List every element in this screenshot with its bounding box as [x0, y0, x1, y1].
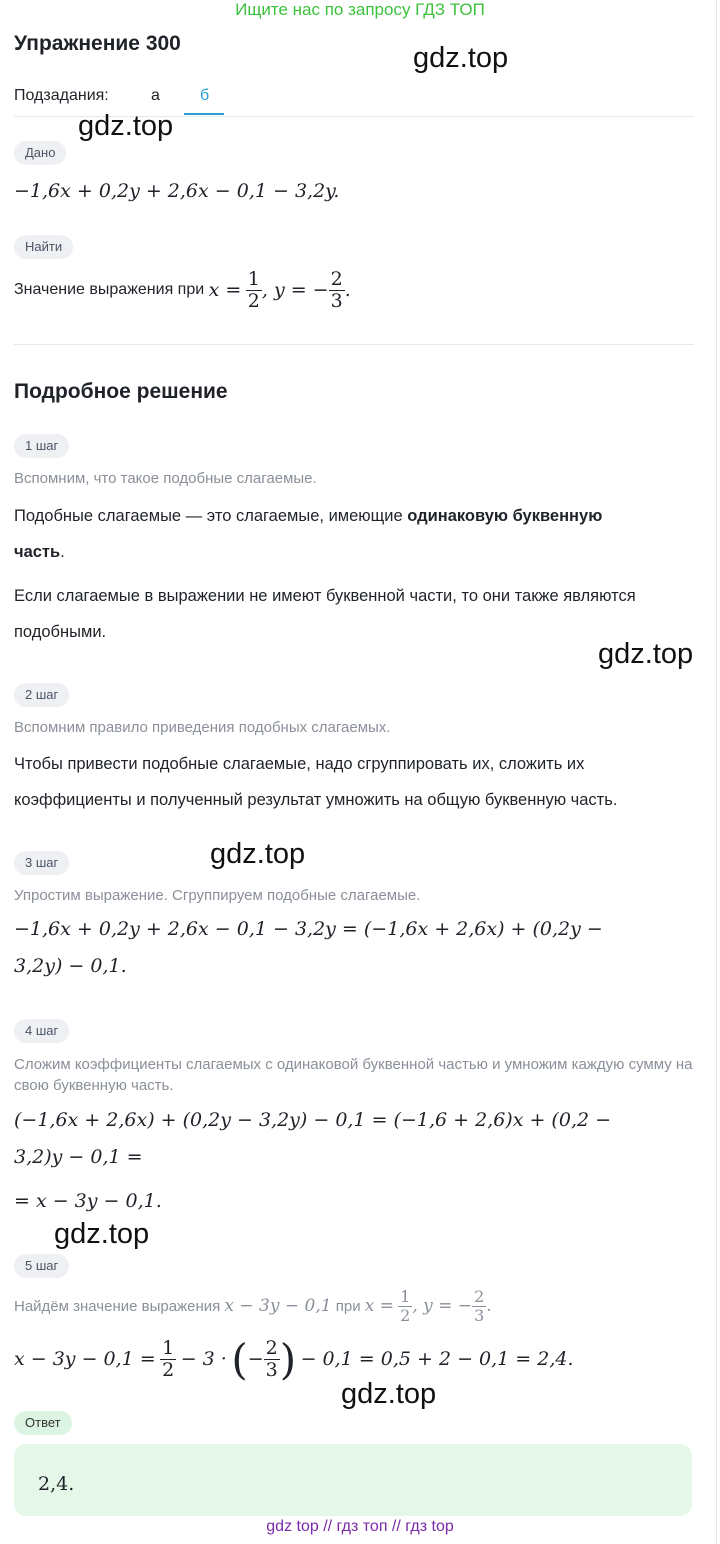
divider [14, 344, 694, 345]
answer-badge: Ответ [14, 1411, 72, 1435]
step-2-rule: Чтобы привести подобные слагаемые, надо сгруппировать их, сложить их коэффициенты и полученный результат умножить на общую буквенную часть. [14, 755, 618, 809]
search-banner[interactable]: Ищите нас по запросу ГДЗ ТОП [235, 0, 485, 19]
step-1-note: Если слагаемые в выражении не имеют буквенной части, то они также являются подобными. [14, 587, 636, 641]
step-4-hint: Сложим коэффициенты слагаемых с одинаковой буквенной частью и умножим каждую сумму на свою буквенную часть. [14, 1056, 693, 1094]
fraction-y: $\frac{2}{3}$ [330, 267, 343, 312]
step-4-line-3: = x − 3y − 0,1. [14, 1190, 162, 1212]
watermark: gdz.top [413, 42, 509, 74]
subtasks-label: Подзадания: [14, 87, 109, 104]
watermark: gdz.top [54, 1218, 150, 1250]
watermark: gdz.top [341, 1378, 437, 1410]
step-1-hint: Вспомним, что такое подобные слагаемые. [14, 470, 317, 487]
fraction-x: $\frac{1}{2}$ [247, 267, 260, 312]
subtask-tab-b[interactable]: б [200, 87, 210, 104]
step-3-badge: 3 шаг [14, 851, 69, 875]
step-2-hint: Вспомним правило приведения подобных слагаемых. [14, 719, 391, 736]
watermark: gdz.top [598, 638, 694, 670]
find-y: , y = − [261, 279, 329, 301]
solution-title: Подробное решение [14, 380, 228, 403]
page-title: Упражнение 300 [14, 32, 181, 55]
step-3-hint: Упростим выражение. Сгруппируем подобные слагаемые. [14, 887, 421, 904]
active-tab-indicator [184, 113, 224, 115]
watermark: gdz.top [78, 110, 174, 142]
answer-box [14, 1444, 692, 1516]
step-4-badge: 4 шаг [14, 1019, 69, 1043]
find-statement: Значение выражения при x = $\frac{1}{2}$ , y = − $\frac{2}{3}$ . [14, 267, 351, 312]
find-text: Значение выражения при [14, 281, 205, 298]
subtask-tab-a[interactable]: а [151, 87, 160, 104]
step-1-badge: 1 шаг [14, 434, 69, 458]
watermark: gdz.top [210, 838, 306, 870]
step-5-badge: 5 шаг [14, 1254, 69, 1278]
find-x: x = [208, 279, 242, 301]
step-3-line-1: −1,6x + 0,2y + 2,6x − 0,1 − 3,2y = (−1,6x + 2,6x) + (0,2y − [14, 918, 603, 940]
step-5-calculation: x − 3y − 0,1 = $\frac{1}{2}$ − 3 · ( − $\frac{2}{3}$ ) − 0,1 = 0,5 + 2 − 0,1 = 2,4. [14, 1334, 574, 1384]
step-5-hint: Найдём значение выражения x − 3y − 0,1 при x = $\frac{1}{2}$ , y = − $\frac{2}{3}$ . [14, 1286, 492, 1325]
step-2-badge: 2 шаг [14, 683, 69, 707]
step-4-line-1: (−1,6x + 2,6x) + (0,2y − 3,2y) − 0,1 = (−1,6 + 2,6)x + (0,2 − [14, 1109, 612, 1131]
step-4-line-2: 3,2)y − 0,1 = [14, 1146, 143, 1168]
step-1-definition: Подобные слагаемые — это слагаемые, имеющие одинаковую буквенную часть. [14, 507, 603, 561]
answer-value: 2,4. [38, 1473, 75, 1495]
right-border [716, 0, 717, 1544]
step-3-line-2: 3,2y) − 0,1. [14, 955, 127, 977]
given-badge: Дано [14, 141, 66, 165]
given-expression: −1,6x + 0,2y + 2,6x − 0,1 − 3,2y. [14, 180, 340, 202]
find-badge: Найти [14, 235, 73, 259]
footer-links[interactable]: gdz top // гдз топ // гдз top [266, 1518, 454, 1535]
